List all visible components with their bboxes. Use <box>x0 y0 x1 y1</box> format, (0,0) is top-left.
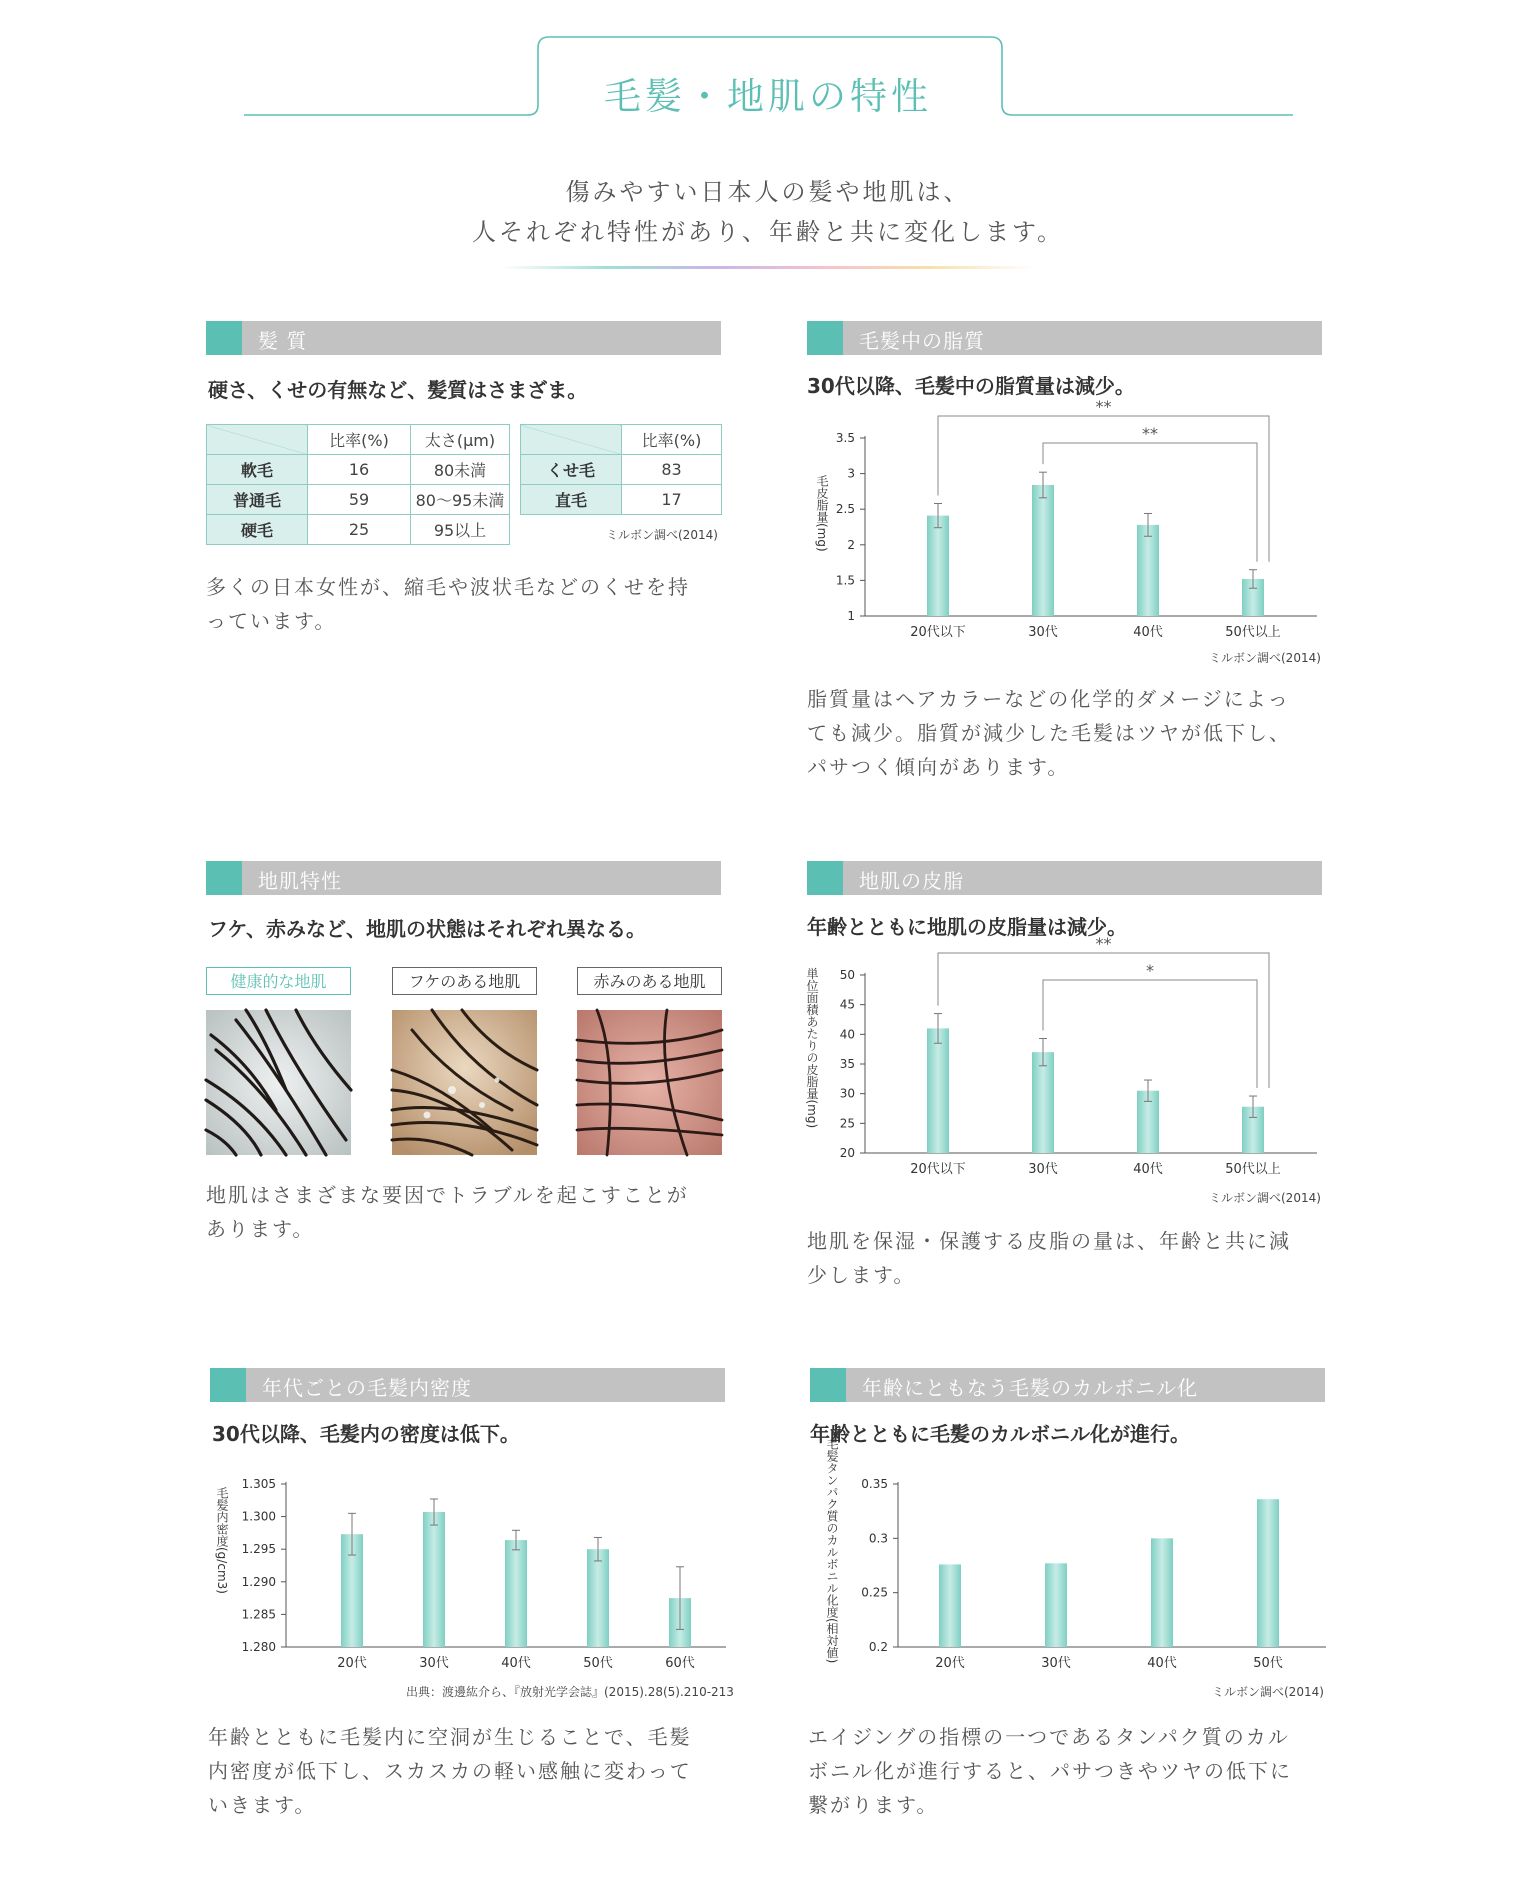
hair-lipid-source: ミルボン調べ(2014) <box>1209 651 1321 665</box>
bar <box>1151 1538 1173 1647</box>
y-tick-label: 50 <box>839 968 855 982</box>
section-header-scalp-sebum: 地肌の皮脂 <box>807 861 1322 895</box>
lipid-bar-chart <box>790 397 1330 640</box>
bar <box>1045 1563 1067 1647</box>
red-scalp-photo-icon <box>577 1010 722 1155</box>
y-tick-label: 2 <box>847 537 855 552</box>
x-tick-label: 40代 <box>1133 1162 1163 1177</box>
x-tick-label: 50代以上 <box>1225 625 1281 640</box>
significance-bracket <box>1043 980 1257 1088</box>
x-tick-label: 20代以下 <box>910 625 966 640</box>
bar <box>505 1540 527 1647</box>
y-tick-label: 0.2 <box>868 1640 888 1654</box>
hair-quality-body: 多くの日本女性が、縮毛や波状毛などのくせを持 っています。 <box>206 575 690 633</box>
y-tick-label: 1.285 <box>241 1607 276 1622</box>
y-axis-label: 毛皮脂量(mg) <box>815 475 829 552</box>
hair-carbonyl-lead: 年齢とともに毛髪のカルボニル化が進行。 <box>810 1422 1190 1446</box>
significance-bracket <box>938 953 1269 1088</box>
x-tick-label: 60代 <box>665 1656 695 1671</box>
bar <box>423 1512 445 1647</box>
intro-line-2: 人それぞれ特性があり、年齢と共に変化します。 <box>471 218 1065 246</box>
dandruff-scalp-label: フケのある地肌 <box>392 967 537 995</box>
y-tick-label: 1 <box>847 609 855 623</box>
bar <box>1257 1499 1279 1647</box>
y-tick-label: 40 <box>839 1027 855 1042</box>
hair-thickness-table: 比率(%) 太さ(μm) 軟毛 16 80未満 普通毛 59 80〜95未満 硬毛 25 95以上 <box>206 424 510 545</box>
y-tick-label: 45 <box>839 997 855 1012</box>
x-tick-label: 30代 <box>1028 1162 1058 1177</box>
page-title: 毛髪・地肌の特性 <box>604 75 932 118</box>
hair-carbonyl-source: ミルボン調べ(2014) <box>1212 1685 1324 1699</box>
hair-density-body: 年齢とともに毛髪内に空洞が生じることで、毛髪 内密度が低下し、スカスカの軽い感触に変わって いきます。 <box>208 1725 692 1817</box>
y-tick-label: 1.290 <box>241 1574 276 1589</box>
section-header-scalp-type: 地肌特性 <box>206 861 721 895</box>
y-tick-label: 0.3 <box>868 1531 888 1546</box>
hair-quality-source: ミルボン調べ(2014) <box>606 528 718 542</box>
y-tick-label: 25 <box>839 1116 855 1131</box>
y-tick-label: 1.305 <box>241 1477 276 1491</box>
y-tick-label: 0.35 <box>861 1477 888 1491</box>
scalp-sebum-source: ミルボン調べ(2014) <box>1209 1191 1321 1205</box>
y-tick-label: 3 <box>847 466 855 481</box>
significance-label: ** <box>1142 424 1158 443</box>
hair-density-source: 出典：渡邊紘介ら、『放射光学会誌』(2015).28(5).210-213 <box>406 1685 734 1699</box>
bar <box>1137 525 1159 616</box>
density-bar-chart <box>200 1460 740 1690</box>
sebum-bar-chart <box>790 934 1330 1180</box>
significance-label: ** <box>1095 934 1112 953</box>
x-tick-label: 20代 <box>337 1656 367 1671</box>
x-tick-label: 20代 <box>935 1656 965 1671</box>
y-tick-label: 3.5 <box>835 431 855 445</box>
x-tick-label: 30代 <box>1041 1656 1071 1671</box>
x-tick-label: 50代 <box>1253 1656 1283 1671</box>
bar <box>939 1564 961 1647</box>
y-tick-label: 0.25 <box>861 1585 888 1600</box>
y-axis-label: 毛髪内密度(g/cm3) <box>215 1487 229 1594</box>
red-scalp-label: 赤みのある地肌 <box>577 967 722 995</box>
significance-bracket <box>938 416 1269 562</box>
significance-label: ** <box>1095 397 1112 416</box>
scalp-sebum-body: 地肌を保湿・保護する皮脂の量は、年齢と共に減 少します。 <box>807 1229 1291 1287</box>
x-tick-label: 50代 <box>583 1656 613 1671</box>
y-tick-label: 2.5 <box>835 502 855 517</box>
y-tick-label: 30 <box>839 1086 855 1101</box>
y-axis-label: 毛髪タンパク質のカルボニル化度(相対値) <box>825 1438 839 1664</box>
x-tick-label: 30代 <box>1028 625 1058 640</box>
scalp-sebum-lead: 年齢とともに地肌の皮脂量は減少。 <box>807 915 1127 939</box>
healthy-scalp-photo-icon <box>206 1010 351 1155</box>
bar <box>1032 1052 1054 1153</box>
y-tick-label: 1.280 <box>241 1640 276 1654</box>
y-tick-label: 35 <box>839 1057 855 1071</box>
section-header-hair-lipid: 毛髪中の脂質 <box>807 321 1322 355</box>
x-tick-label: 40代 <box>1133 625 1163 640</box>
bar <box>927 1028 949 1153</box>
y-tick-label: 20 <box>839 1146 855 1160</box>
x-tick-label: 30代 <box>419 1656 449 1671</box>
hair-density-lead: 30代以降、毛髪内の密度は低下。 <box>212 1422 520 1446</box>
significance-label: * <box>1146 961 1154 980</box>
section-header-hair-quality: 髪 質 <box>206 321 721 355</box>
healthy-scalp-label: 健康的な地肌 <box>206 967 351 995</box>
hair-carbonyl-body: エイジングの指標の一つであるタンパク質のカル ボニル化が進行すると、パサつきやツヤの低下に 繋がります。 <box>808 1725 1292 1817</box>
bar <box>587 1549 609 1647</box>
y-tick-label: 1.5 <box>835 573 855 588</box>
y-axis-label: 単位面積あたりの皮脂量(mg) <box>805 967 819 1129</box>
hair-lipid-lead: 30代以降、毛髪中の脂質量は減少。 <box>807 374 1135 398</box>
bar <box>927 516 949 616</box>
scalp-type-body: 地肌はさまざまな要因でトラブルを起こすことが あります。 <box>206 1183 689 1241</box>
x-tick-label: 20代以下 <box>910 1162 966 1177</box>
rainbow-divider <box>500 266 1036 269</box>
section-header-hair-carbonyl: 年齢にともなう毛髪のカルボニル化 <box>810 1368 1325 1402</box>
dandruff-scalp-photo-icon <box>392 1010 537 1155</box>
x-tick-label: 50代以上 <box>1225 1162 1281 1177</box>
hair-lipid-body: 脂質量はヘアカラーなどの化学的ダメージによっ ても減少。脂質が減少した毛髪はツヤが低下し、 パサつく傾向があります。 <box>807 687 1291 779</box>
intro-line-1: 傷みやすい日本人の髪や地肌は、 <box>565 178 971 206</box>
y-tick-label: 1.295 <box>241 1542 276 1557</box>
x-tick-label: 40代 <box>1147 1656 1177 1671</box>
y-tick-label: 1.300 <box>241 1509 276 1524</box>
section-header-hair-density: 年代ごとの毛髪内密度 <box>210 1368 725 1402</box>
hair-curl-table: 比率(%) くせ毛 83 直毛 17 <box>520 424 722 515</box>
x-tick-label: 40代 <box>501 1656 531 1671</box>
scalp-type-lead: フケ、赤みなど、地肌の状態はそれぞれ異なる。 <box>208 917 646 941</box>
hair-quality-lead: 硬さ、くせの有無など、髪質はさまざま。 <box>208 378 588 402</box>
bar <box>1032 485 1054 616</box>
carbonyl-bar-chart <box>800 1438 1340 1690</box>
